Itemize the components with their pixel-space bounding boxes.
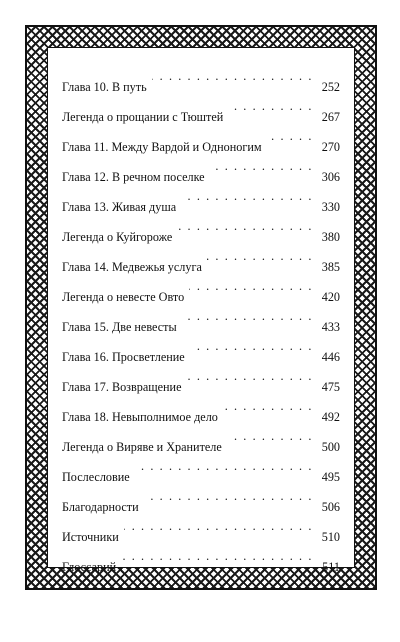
toc-entry-page: 306 xyxy=(321,170,340,184)
dot-leader xyxy=(152,61,313,91)
toc-entry-title: Глава 11. Между Вардой и Одноногим xyxy=(62,140,262,154)
toc-entry-page: 330 xyxy=(321,200,340,214)
toc-entry-title: Легенда о невесте Овто xyxy=(62,290,185,304)
toc-entry-title: Послесловие xyxy=(62,470,130,484)
dot-leader xyxy=(135,451,313,481)
toc-entry-page: 267 xyxy=(321,110,340,124)
toc-entry-page: 510 xyxy=(321,530,340,544)
toc-entry-page: 385 xyxy=(321,260,340,274)
dot-leader xyxy=(124,511,313,541)
toc-entry-title: Глава 18. Невыполнимое дело xyxy=(62,410,218,424)
toc-entry-title: Легенда о Виряве и Хранителе xyxy=(62,440,222,454)
dot-leader xyxy=(190,331,313,361)
dot-leader xyxy=(210,151,313,181)
dot-leader xyxy=(144,481,313,511)
toc-entry-title: Глоссарий xyxy=(62,560,117,574)
dot-leader xyxy=(223,391,313,421)
toc-entry-title: Глава 15. Две невесты xyxy=(62,320,177,334)
toc-entry-page: 475 xyxy=(321,380,340,394)
toc-entry-title: Глава 16. Просветление xyxy=(62,350,185,364)
toc-entry-title: Легенда о прощании с Тюштей xyxy=(62,110,224,124)
dot-leader xyxy=(121,541,313,571)
toc-entry-page: 433 xyxy=(321,320,340,334)
toc-entry-page: 492 xyxy=(321,410,340,424)
toc-entry-page: 495 xyxy=(321,470,340,484)
toc-entry-page: 420 xyxy=(321,290,340,304)
toc-entry-page: 252 xyxy=(321,80,340,94)
toc-entry-title: Глава 12. В речном поселке xyxy=(62,170,205,184)
toc-entry-title: Глава 10. В путь xyxy=(62,80,147,94)
toc-entry-page: 506 xyxy=(321,500,340,514)
dot-leader xyxy=(189,271,313,301)
dot-leader xyxy=(187,361,314,391)
toc-entry-title: Благодарности xyxy=(62,500,139,514)
table-of-contents xyxy=(62,61,340,574)
dot-leader xyxy=(228,91,313,121)
dot-leader xyxy=(181,181,313,211)
dot-leader xyxy=(177,211,313,241)
toc-entry-page: 380 xyxy=(321,230,340,244)
toc-entry-title: Глава 13. Живая душа xyxy=(62,200,177,214)
dot-leader xyxy=(182,301,313,331)
toc-entry-title: Легенда о Куйгороже xyxy=(62,230,173,244)
toc-entry-page: 500 xyxy=(321,440,340,454)
toc-entry-page: 511 xyxy=(322,560,340,574)
toc-entry-page: 270 xyxy=(321,140,340,154)
toc-entry-page: 446 xyxy=(321,350,340,364)
toc-entry-title: Глава 14. Медвежья услуга xyxy=(62,260,202,274)
dot-leader xyxy=(227,421,313,451)
dot-leader xyxy=(207,241,313,271)
toc-entry[interactable] xyxy=(62,61,340,94)
dot-leader xyxy=(267,121,313,151)
toc-entry-title: Источники xyxy=(62,530,119,544)
toc-entry-title: Глава 17. Возвращение xyxy=(62,380,182,394)
